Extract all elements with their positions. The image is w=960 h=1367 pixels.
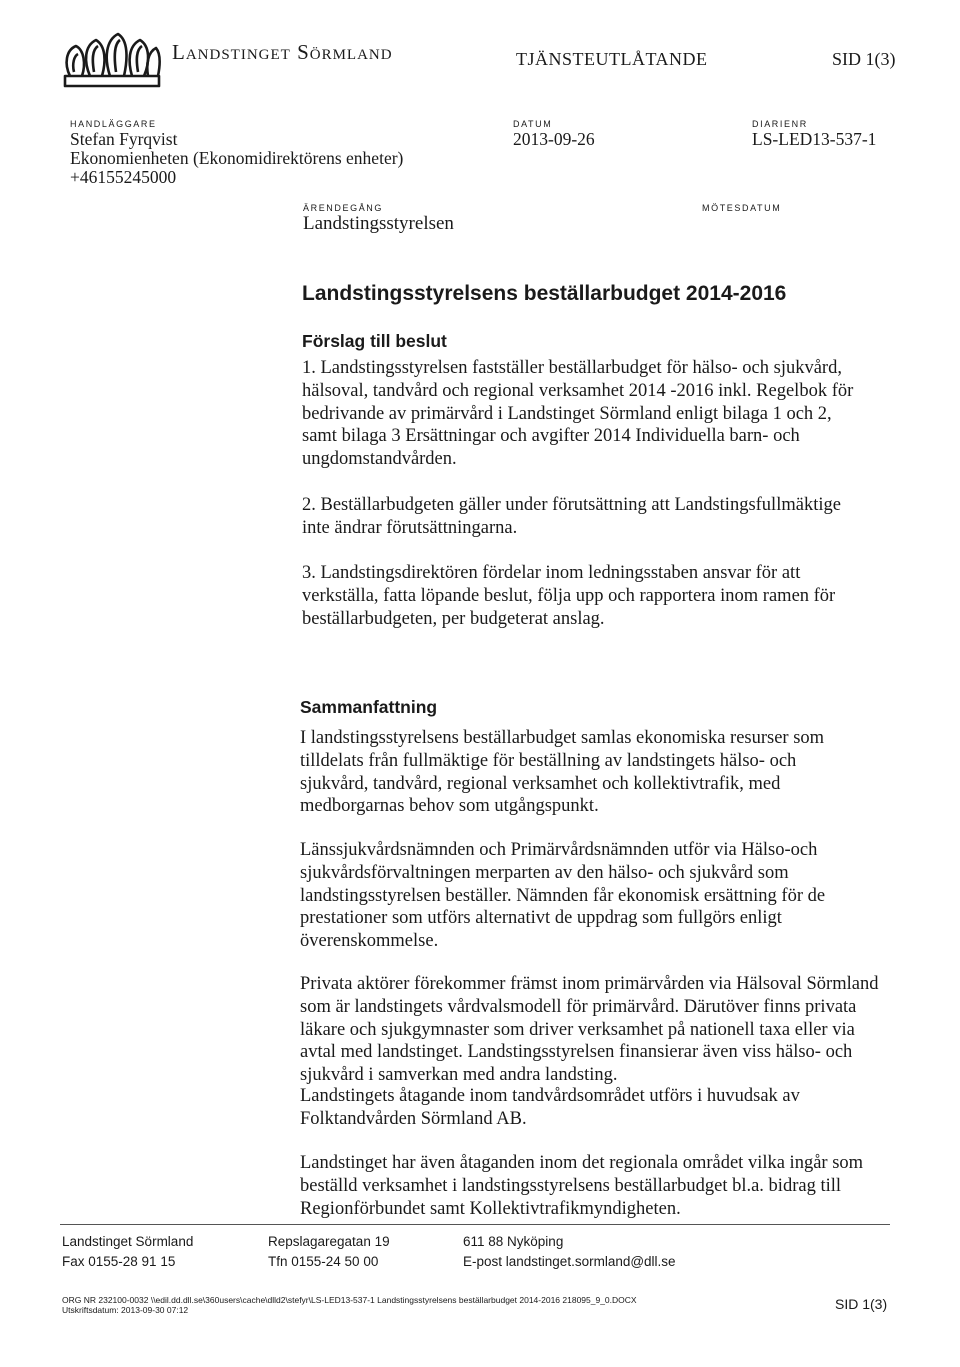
crown-logo-icon xyxy=(62,30,162,90)
footer-phone: Tfn 0155-24 50 00 xyxy=(268,1254,379,1269)
document-title: Landstingsstyrelsens beställarbudget 2014-2016 xyxy=(302,282,787,305)
footer-fax: Fax 0155-28 91 15 xyxy=(62,1254,176,1269)
footer-file-path: ORG NR 232100-0032 \\edil.dd.dll.se\360users\cache\dlld2\stefyr\LS-LED13-537-1 Landstingsstyrelsens beställarbudget 2014-2016 218095_9_0.DOCX xyxy=(62,1295,637,1305)
summary-paragraph: Länssjukvårdsnämnden och Primärvårdsnämnden utför via Hälso-och sjukvårdsförvaltningen merparten av den hälso- och sjukvård som landstingsstyrelsen beställer. Nämnden får ekonomisk ersättning för de prestationer som utförs alternativt de uppdrag som fullgörs enligt överenskommelse. xyxy=(300,840,826,952)
forslag-item-2: 2. Beställarbudgeten gäller under förutsättning att Landstingsfullmäktige inte ändrar förutsättningarna. xyxy=(302,495,841,538)
sammanfattning-heading: Sammanfattning xyxy=(300,697,438,717)
diarienr-value: LS-LED13-537-1 xyxy=(752,129,877,149)
datum-value: 2013-09-26 xyxy=(513,129,595,149)
footer-postal: 611 88 Nyköping xyxy=(463,1234,564,1249)
page-number: SID 1(3) xyxy=(832,49,896,69)
document-type: TJÄNSTEUTLÅTANDE xyxy=(516,49,708,69)
forslag-item-1: 1. Landstingsstyrelsen fastställer beställarbudget för hälso- och sjukvård, hälsoval, tandvård och regional verksamhet 2014 -2016 inkl. Regelbok för bedrivande av primärvård i Landstinget Sörmland enligt bilaga 1 och 2, samt bilaga 3 Ersättningar och avgifter 2014 Individuella barn- och ungdomstandvården. xyxy=(302,358,854,470)
summary-paragraph: I landstingsstyrelsens beställarbudget samlas ekonomiska resurser som tilldelats från fullmäktige för beställning av landstingets hälso- och sjukvård, tandvård, regional verksamhet och kollektivtrafik, med medborgarnas behov som utgångspunkt. xyxy=(300,728,825,817)
footer-divider xyxy=(60,1224,890,1225)
handlaggare-unit: Ekonomienheten (Ekonomidirektörens enheter) xyxy=(70,148,404,168)
arendegang-value: Landstingsstyrelsen xyxy=(303,213,454,234)
organization-name: Landstinget Sörmland xyxy=(172,40,393,64)
datum-label: DATUM xyxy=(513,119,553,129)
summary-paragraph: Landstingets åtagande inom tandvårdsområdet utförs i huvudsak av Folktandvården Sörmland AB. xyxy=(300,1086,800,1129)
summary-paragraph: Landstinget har även åtaganden inom det regionala området vilka ingår som beställd verksamhet i landstingsstyrelsens beställarbudget bl.a. bidrag till Regionförbundet samt Kollektivtrafikmyndigheten. xyxy=(300,1153,864,1219)
summary-paragraph: Privata aktörer förekommer främst inom primärvården via Hälsoval Sörmland som är landstingets vårdvalsmodell för primärvård. Därutöver finns privata läkare och sjukgymnaster som driver verksamhet på nationell taxa eller via avtal med landstinget. Landstingsstyrelsen finansierar även viss hälso- och sjukvård i samverkan med andra landsting. xyxy=(300,974,879,1086)
motesdatum-label: MÖTESDATUM xyxy=(702,203,782,213)
arendegang-label: ÄRENDEGÅNG xyxy=(303,203,384,213)
forslag-item-3: 3. Landstingsdirektören fördelar inom ledningsstaben ansvar för att verkställa, fatta löpande beslut, följa upp och rapportera inom ramen för beställarbudgeten, per budgeterat anslag. xyxy=(302,563,836,629)
footer-org: Landstinget Sörmland xyxy=(62,1234,194,1249)
footer-address: Repslagaregatan 19 xyxy=(268,1234,390,1249)
handlaggare-label: HANDLÄGGARE xyxy=(70,119,157,129)
diarienr-label: DIARIENR xyxy=(752,119,808,129)
handlaggare-phone: +46155245000 xyxy=(70,167,177,187)
forslag-heading: Förslag till beslut xyxy=(302,331,447,351)
footer-email: E-post landstinget.sormland@dll.se xyxy=(463,1254,676,1269)
footer-page-number: SID 1(3) xyxy=(835,1296,888,1312)
footer-print-date: Utskriftsdatum: 2013-09-30 07:12 xyxy=(62,1305,189,1315)
handlaggare-name: Stefan Fyrqvist xyxy=(70,129,178,149)
